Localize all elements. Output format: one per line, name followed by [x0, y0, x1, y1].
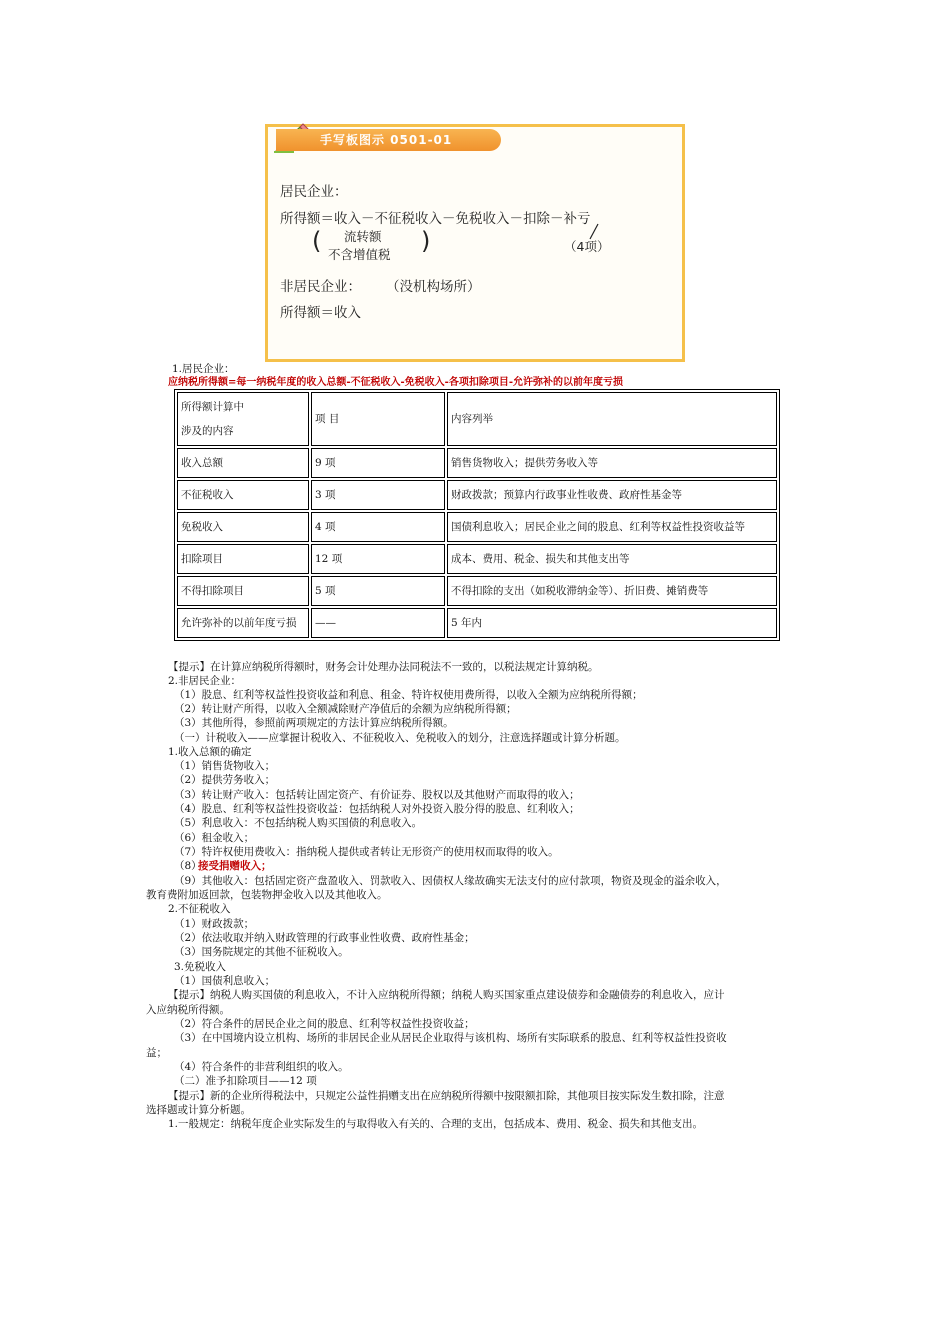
table-cell: 国债利息收入；居民企业之间的股息、红利等权益性投资收益等	[447, 512, 777, 542]
board-resident-title: 居民企业：	[280, 184, 348, 200]
section-heading: 2.非居民企业：	[168, 675, 242, 687]
text-line: （6）租金收入；	[174, 832, 255, 844]
tip-line: 【提示】在计算应纳税所得额时，财务会计处理办法同税法不一致的，以税法规定计算纳税。	[168, 661, 599, 673]
text-line: 入应纳税所得额。	[146, 1004, 230, 1016]
table-cell: 不征税收入	[177, 480, 309, 510]
table-header-row	[177, 392, 777, 446]
text-line: （5）利息收入：不包括纳税人购买国债的利息收入。	[174, 817, 423, 829]
table-row	[177, 576, 777, 606]
table-cell: 收入总额	[177, 448, 309, 478]
table-cell: 不得扣除项目	[177, 576, 309, 606]
table-cell: 5 年内	[447, 608, 777, 638]
text-line: （3）其他所得，参照前两项规定的方法计算应纳税所得额。	[174, 717, 454, 729]
table-cell: 不得扣除的支出（如税收滞纳金等）、折旧费、摊销费等	[447, 576, 777, 606]
table-header-cell: 内容列举	[447, 392, 777, 446]
tip-line: 【提示】新的企业所得税法中，只规定公益性捐赠支出在应纳税所得额中按限额扣除，其他项目按实际发生数扣除，注意	[168, 1090, 725, 1102]
text-line: （一）计税收入——应掌握计税收入、不征税收入、免税收入的划分，注意选择题或计算分析题。	[174, 732, 626, 744]
text-line: （1）财政拨款；	[174, 918, 255, 930]
table-cell: 扣除项目	[177, 544, 309, 574]
table-cell: 财政拨款；预算内行政事业性收费、政府性基金等	[447, 480, 777, 510]
board-note-top: 流转额	[344, 229, 382, 244]
income-table	[174, 389, 780, 641]
text-line: （4）股息、红利等权益性投资收益：包括纳税人对外投资入股分得的股息、红利收入；	[174, 803, 580, 815]
table-cell: 12 项	[311, 544, 445, 574]
handwriting-board	[265, 124, 685, 362]
text-line: （9）其他收入：包括固定资产盘盈收入、罚款收入、因债权人缘故确实无法支付的应付款项，物资及现金的溢余收入，	[174, 875, 727, 887]
board-nonresident-formula: 所得额＝收入	[280, 305, 361, 321]
table-row	[177, 448, 777, 478]
text-line: （2）依法收取并纳入财政管理的行政事业性收费、政府性基金；	[174, 932, 475, 944]
table-cell: 4 项	[311, 512, 445, 542]
text-line: （7）特许权使用费收入：指纳税人提供或者转让无形资产的使用权而取得的收入。	[174, 846, 559, 858]
table-cell: 允许弥补的以前年度亏损	[177, 608, 309, 638]
text-line: （1）股息、红利等权益性投资收益和利息、租金、特许权使用费所得，以收入全额为应纳税所得额；	[174, 689, 643, 701]
text-line: 益；	[146, 1047, 167, 1059]
table-row	[177, 480, 777, 510]
table-row	[177, 608, 777, 638]
section-heading: 1.收入总额的确定	[168, 746, 252, 758]
table-cell: 销售货物收入；提供劳务收入等	[447, 448, 777, 478]
table-cell: ——	[311, 608, 445, 638]
section-heading: 3.免税收入	[174, 961, 227, 973]
resident-formula: 应纳税所得额=每一纳税年度的收入总额-不征税收入-免税收入-各项扣除项目-允许弥补的以前年度亏损	[168, 377, 623, 388]
table-cell: 9 项	[311, 448, 445, 478]
table-row	[177, 512, 777, 542]
header-line-1: 所得额计算中	[181, 401, 244, 413]
text-line: 选择题或计算分析题。	[146, 1104, 251, 1116]
board-nonresident-note: （没机构场所）	[386, 279, 481, 295]
table-row	[177, 544, 777, 574]
text-line: （3）国务院规定的其他不征税收入。	[174, 946, 349, 958]
tip-line: 【提示】纳税人购买国债的利息收入，不计入应纳税所得额；纳税人购买国家重点建设债券和金融债券的利息收入，应计	[168, 989, 725, 1001]
board-banner: 手写板图示 0501-01	[276, 129, 501, 151]
text-line: 教育费附加返回款，包装物押金收入以及其他收入。	[146, 889, 388, 901]
text-line: （2）转让财产所得，以收入全额减除财产净值后的余额为应纳税所得额；	[174, 703, 517, 715]
text-line: （1）国债利息收入；	[174, 975, 276, 987]
board-paren-open: (	[312, 227, 322, 255]
table-cell: 3 项	[311, 480, 445, 510]
table-header-cell: 项 目	[311, 392, 445, 446]
text-line: 1.一般规定：纳税年度企业实际发生的与取得收入有关的、合理的支出，包括成本、费用、税金、损失和其他支出。	[168, 1118, 704, 1130]
text-line: （2）符合条件的居民企业之间的股息、红利等权益性投资收益；	[174, 1018, 475, 1030]
table-cell: 成本、费用、税金、损失和其他支出等	[447, 544, 777, 574]
section-heading: 2.不征税收入	[168, 903, 231, 915]
text-line: （1）销售货物收入；	[174, 760, 276, 772]
board-paren-close: )	[421, 227, 431, 255]
text-line: （2）提供劳务收入；	[174, 774, 276, 786]
header-line-2: 涉及的内容	[181, 425, 234, 437]
board-formula: 所得额＝收入－不征税收入－免税收入－扣除－补亏	[280, 211, 591, 227]
table-cell: 5 项	[311, 576, 445, 606]
table-header-cell	[177, 392, 309, 446]
text-line: （4）符合条件的非营利组织的收入。	[174, 1061, 349, 1073]
table-cell: 免税收入	[177, 512, 309, 542]
text-line: （3）在中国境内设立机构、场所的非居民企业从居民企业取得与该机构、场所有实际联系的股息、红利等权益性投资收	[174, 1032, 727, 1044]
board-note-bottom: 不含增值税	[328, 247, 391, 262]
text-line: （3）转让财产收入：包括转让固定资产、有价证券、股权以及其他财产而取得的收入；	[174, 789, 580, 801]
resident-heading: 1.居民企业：	[172, 363, 235, 375]
text-line-prefix: （8）	[174, 860, 202, 872]
donation-income-label: 接受捐赠收入；	[198, 860, 272, 872]
board-nonresident-title: 非居民企业：	[280, 279, 361, 295]
section-heading: （二）准予扣除项目——12 项	[174, 1075, 317, 1087]
board-note-count: （4项）	[564, 239, 610, 254]
